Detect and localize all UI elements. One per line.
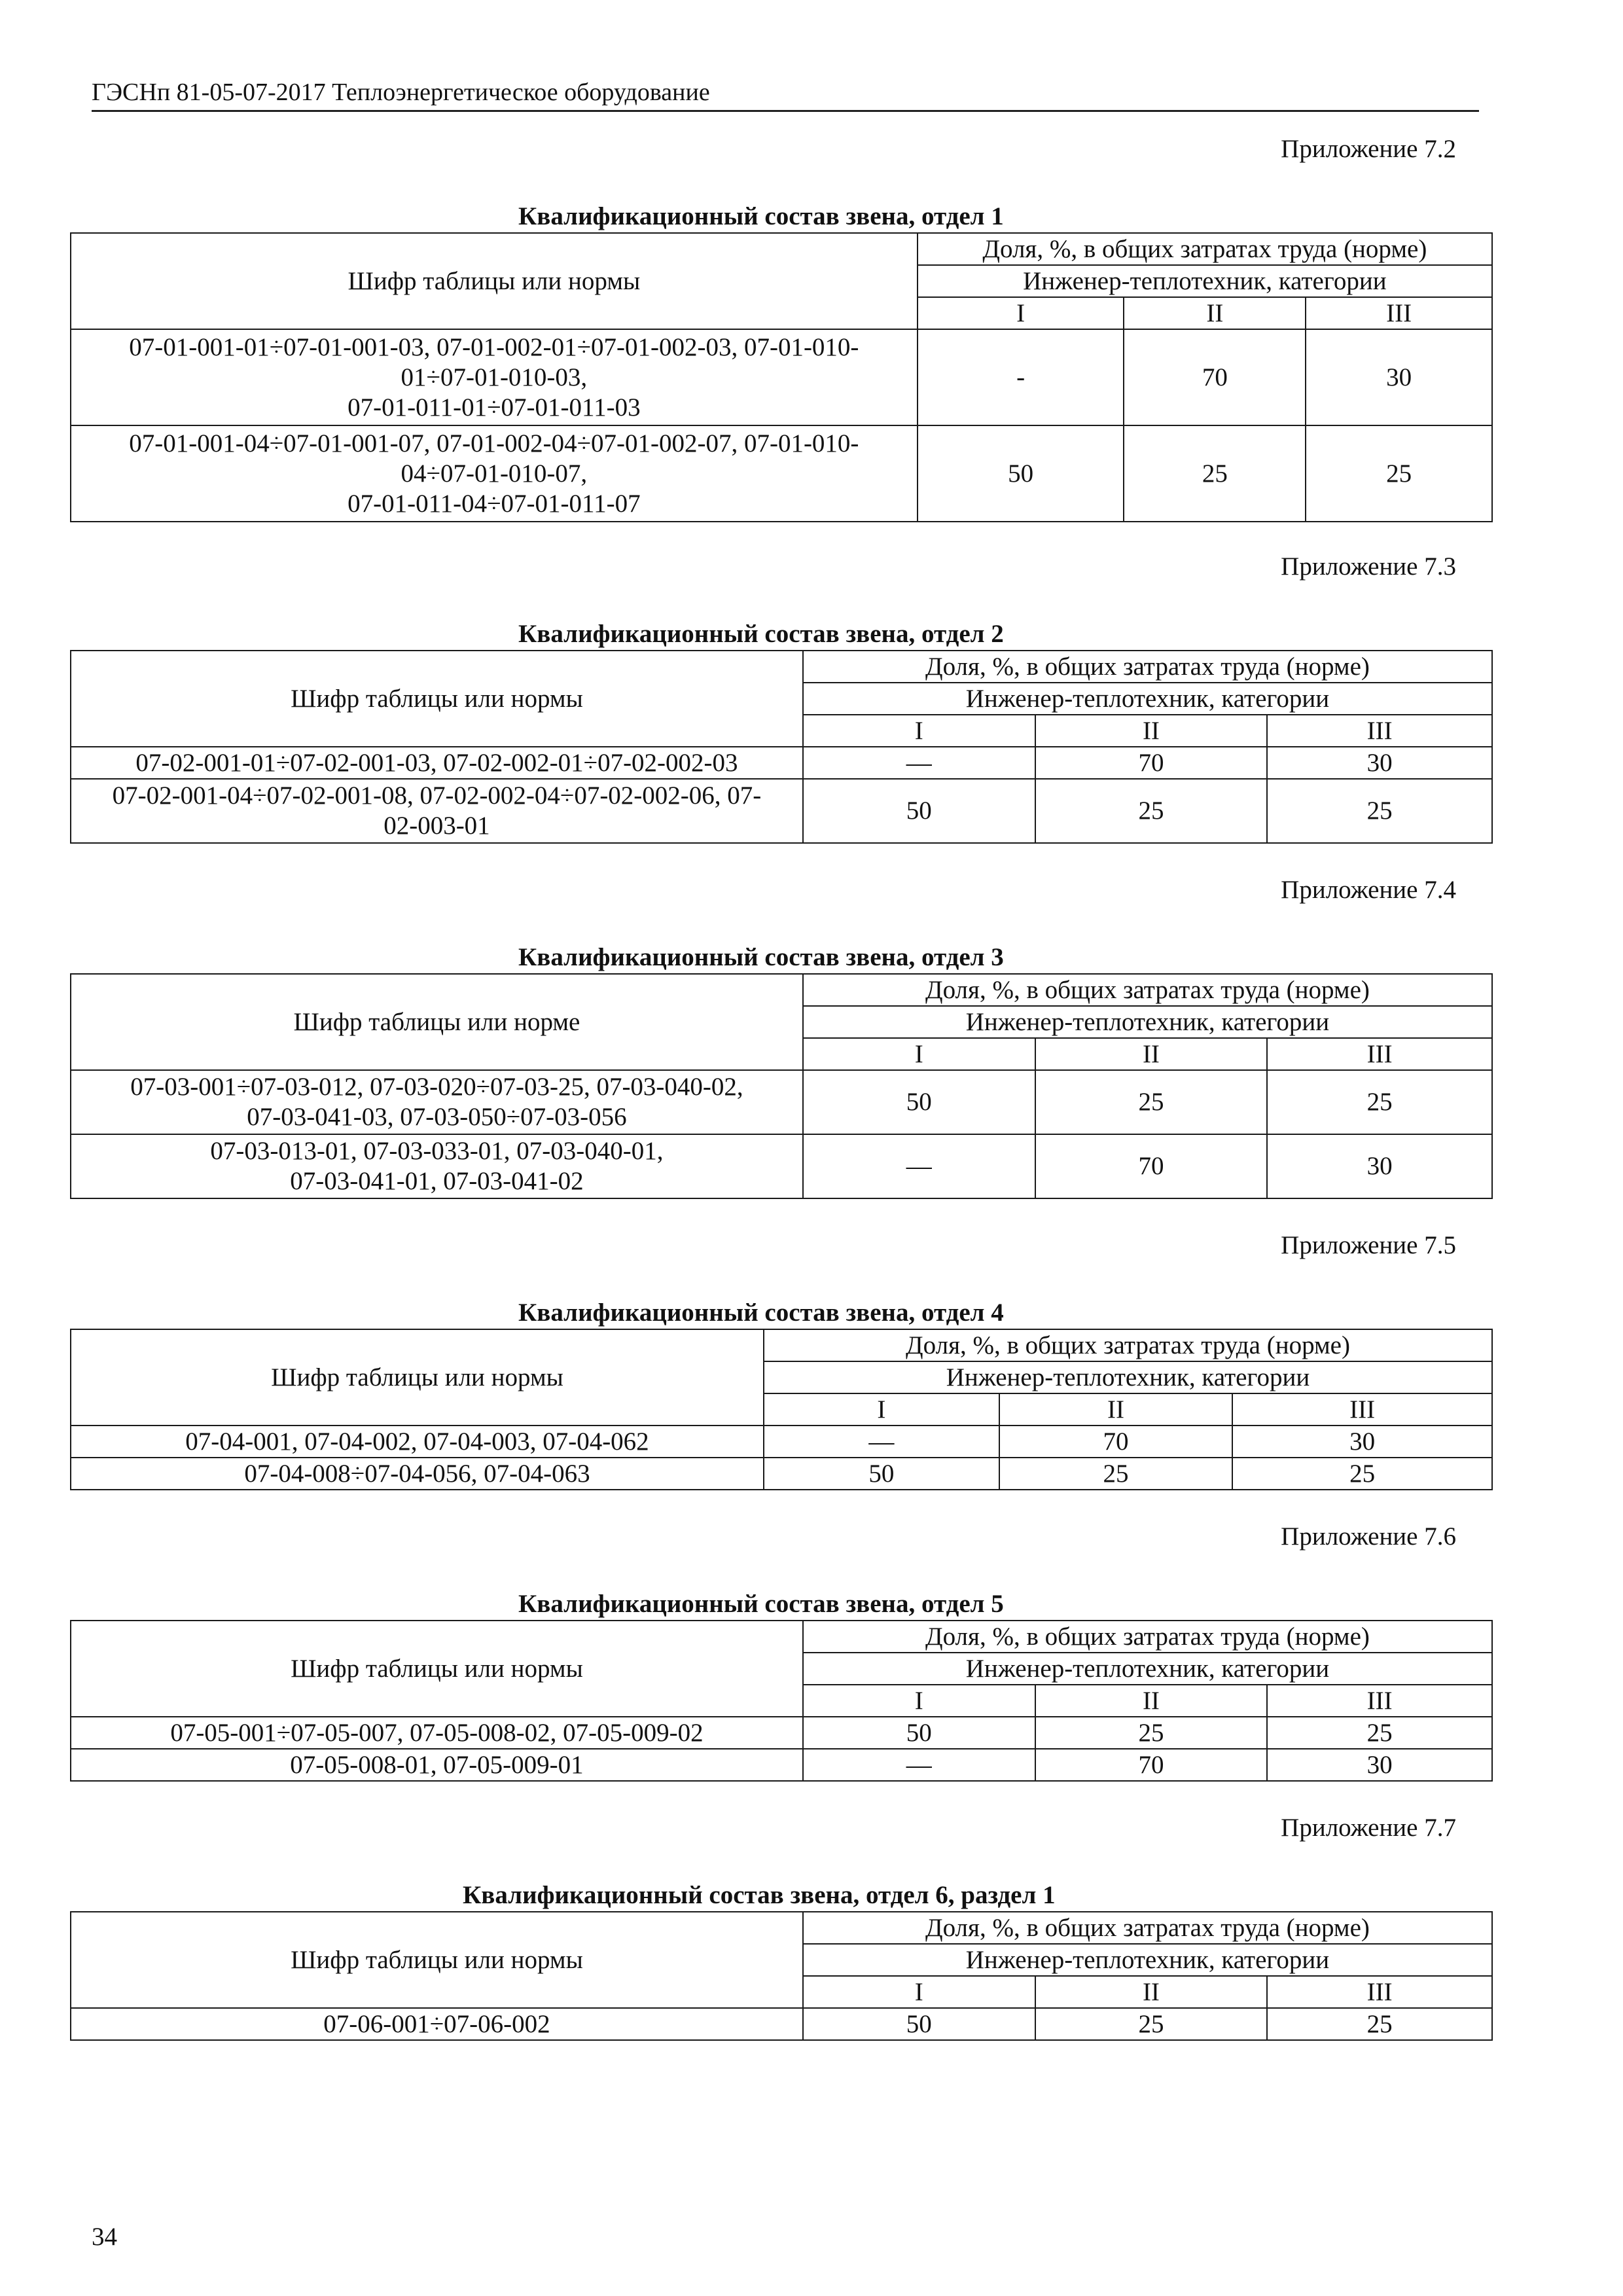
share-cell: 25 <box>1267 779 1492 843</box>
share-cell: — <box>764 1426 999 1458</box>
table-row <box>71 747 1492 779</box>
header-row <box>71 651 1492 683</box>
code-cell: 07-04-008÷07-04-056, 07-04-063 <box>71 1458 764 1490</box>
share-cell: - <box>918 329 1124 425</box>
table-row <box>71 329 1492 425</box>
table-caption: Квалификационный состав звена, отдел 3 <box>518 943 1004 971</box>
code-header: Шифр таблицы или нормы <box>71 233 918 329</box>
table-row <box>71 1134 1492 1198</box>
code-cell: 07-03-001÷07-03-012, 07-03-020÷07-03-25, 07-03-040-02, 07-03-041-03, 07-03-050÷07-03-056 <box>71 1070 803 1134</box>
share-cell: 25 <box>999 1458 1233 1490</box>
share-cell: 70 <box>1035 747 1268 779</box>
share-cell: — <box>803 747 1035 779</box>
share-cell: 30 <box>1232 1426 1492 1458</box>
category-header: II <box>1035 1976 1268 2008</box>
header-row <box>71 1329 1492 1361</box>
appendix-label: Приложение 7.5 <box>1281 1231 1456 1259</box>
share-cell: 70 <box>1035 1134 1268 1198</box>
code-header: Шифр таблицы или нормы <box>71 1329 764 1426</box>
share-cell: 25 <box>1124 425 1306 522</box>
code-cell: 07-01-001-01÷07-01-001-03, 07-01-002-01÷07-01-002-03, 07-01-010- 01÷07-01-010-03, 07-01-011-01÷07-01-011-03 <box>71 329 918 425</box>
category-header: II <box>1035 1038 1268 1070</box>
qualification-table <box>70 1620 1493 1782</box>
header-row <box>71 974 1492 1006</box>
appendix-label: Приложение 7.4 <box>1281 876 1456 904</box>
engineer-header: Инженер-теплотехник, категории <box>803 1653 1492 1685</box>
code-cell: 07-02-001-04÷07-02-001-08, 07-02-002-04÷07-02-002-06, 07- 02-003-01 <box>71 779 803 843</box>
share-header: Доля, %, в общих затратах труда (норме) <box>803 651 1492 683</box>
category-header: I <box>803 1976 1035 2008</box>
share-cell: — <box>803 1134 1035 1198</box>
engineer-header: Инженер-теплотехник, категории <box>803 1944 1492 1976</box>
category-header: I <box>764 1393 999 1426</box>
share-cell: 30 <box>1267 1134 1492 1198</box>
share-cell: 50 <box>918 425 1124 522</box>
category-header: III <box>1267 1038 1492 1070</box>
table-row <box>71 425 1492 522</box>
code-cell: 07-01-001-04÷07-01-001-07, 07-01-002-04÷07-01-002-07, 07-01-010- 04÷07-01-010-07, 07-01-011-04÷07-01-011-07 <box>71 425 918 522</box>
table-row <box>71 1426 1492 1458</box>
share-cell: 30 <box>1267 747 1492 779</box>
share-cell: 70 <box>1035 1749 1268 1781</box>
share-cell: 25 <box>1267 1070 1492 1134</box>
share-header: Доля, %, в общих затратах труда (норме) <box>803 1621 1492 1653</box>
share-cell: 50 <box>803 779 1035 843</box>
code-cell: 07-02-001-01÷07-02-001-03, 07-02-002-01÷07-02-002-03 <box>71 747 803 779</box>
code-cell: 07-05-008-01, 07-05-009-01 <box>71 1749 803 1781</box>
table-row <box>71 779 1492 843</box>
share-cell: 50 <box>803 1070 1035 1134</box>
code-cell: 07-05-001÷07-05-007, 07-05-008-02, 07-05-009-02 <box>71 1717 803 1749</box>
appendix-label: Приложение 7.3 <box>1281 552 1456 581</box>
share-header: Доля, %, в общих затратах труда (норме) <box>803 974 1492 1006</box>
share-cell: 25 <box>1267 1717 1492 1749</box>
category-header: I <box>803 1038 1035 1070</box>
page-number: 34 <box>92 2223 117 2251</box>
category-header: III <box>1306 297 1492 329</box>
category-header: II <box>1035 1685 1268 1717</box>
share-cell: 25 <box>1035 1070 1268 1134</box>
qualification-table <box>70 232 1493 522</box>
table-caption: Квалификационный состав звена, отдел 5 <box>518 1590 1004 1618</box>
table-caption: Квалификационный состав звена, отдел 6, раздел 1 <box>463 1881 1056 1909</box>
qualification-table <box>70 973 1493 1199</box>
category-header: II <box>1035 715 1268 747</box>
table-row <box>71 1070 1492 1134</box>
share-cell: — <box>803 1749 1035 1781</box>
category-header: III <box>1267 1685 1492 1717</box>
share-cell: 30 <box>1306 329 1492 425</box>
share-cell: 50 <box>803 1717 1035 1749</box>
category-header: III <box>1267 715 1492 747</box>
share-cell: 70 <box>999 1426 1233 1458</box>
share-cell: 25 <box>1035 1717 1268 1749</box>
category-header: I <box>803 715 1035 747</box>
table-caption: Квалификационный состав звена, отдел 2 <box>518 620 1004 648</box>
appendix-label: Приложение 7.2 <box>1281 135 1456 163</box>
header-row <box>71 1912 1492 1944</box>
share-cell: 25 <box>1035 779 1268 843</box>
share-cell: 25 <box>1232 1458 1492 1490</box>
header-row <box>71 1621 1492 1653</box>
table-row <box>71 1717 1492 1749</box>
category-header: II <box>999 1393 1233 1426</box>
engineer-header: Инженер-теплотехник, категории <box>918 265 1492 297</box>
qualification-table <box>70 1329 1493 1490</box>
share-cell: 25 <box>1035 2008 1268 2040</box>
table-caption: Квалификационный состав звена, отдел 4 <box>518 1299 1004 1327</box>
code-header: Шифр таблицы или нормы <box>71 651 803 747</box>
code-header: Шифр таблицы или нормы <box>71 1621 803 1717</box>
engineer-header: Инженер-теплотехник, категории <box>803 683 1492 715</box>
category-header: III <box>1267 1976 1492 2008</box>
code-header: Шифр таблицы или нормы <box>71 1912 803 2008</box>
table-row <box>71 1749 1492 1781</box>
qualification-table <box>70 650 1493 844</box>
table-caption: Квалификационный состав звена, отдел 1 <box>518 202 1004 230</box>
share-cell: 25 <box>1267 2008 1492 2040</box>
running-header: ГЭСНп 81-05-07-2017 Теплоэнергетическое оборудование <box>92 77 1479 112</box>
code-cell: 07-06-001÷07-06-002 <box>71 2008 803 2040</box>
appendix-label: Приложение 7.6 <box>1281 1522 1456 1551</box>
engineer-header: Инженер-теплотехник, категории <box>764 1361 1492 1393</box>
table-row <box>71 2008 1492 2040</box>
share-header: Доля, %, в общих затратах труда (норме) <box>918 233 1492 265</box>
header-row <box>71 233 1492 265</box>
category-header: I <box>918 297 1124 329</box>
share-cell: 70 <box>1124 329 1306 425</box>
qualification-table <box>70 1911 1493 2041</box>
share-cell: 50 <box>764 1458 999 1490</box>
code-cell: 07-04-001, 07-04-002, 07-04-003, 07-04-062 <box>71 1426 764 1458</box>
share-cell: 30 <box>1267 1749 1492 1781</box>
code-cell: 07-03-013-01, 07-03-033-01, 07-03-040-01, 07-03-041-01, 07-03-041-02 <box>71 1134 803 1198</box>
appendix-label: Приложение 7.7 <box>1281 1814 1456 1842</box>
share-cell: 25 <box>1306 425 1492 522</box>
category-header: II <box>1124 297 1306 329</box>
share-header: Доля, %, в общих затратах труда (норме) <box>764 1329 1492 1361</box>
code-header: Шифр таблицы или норме <box>71 974 803 1070</box>
category-header: III <box>1232 1393 1492 1426</box>
table-row <box>71 1458 1492 1490</box>
engineer-header: Инженер-теплотехник, категории <box>803 1006 1492 1038</box>
share-header: Доля, %, в общих затратах труда (норме) <box>803 1912 1492 1944</box>
share-cell: 50 <box>803 2008 1035 2040</box>
category-header: I <box>803 1685 1035 1717</box>
